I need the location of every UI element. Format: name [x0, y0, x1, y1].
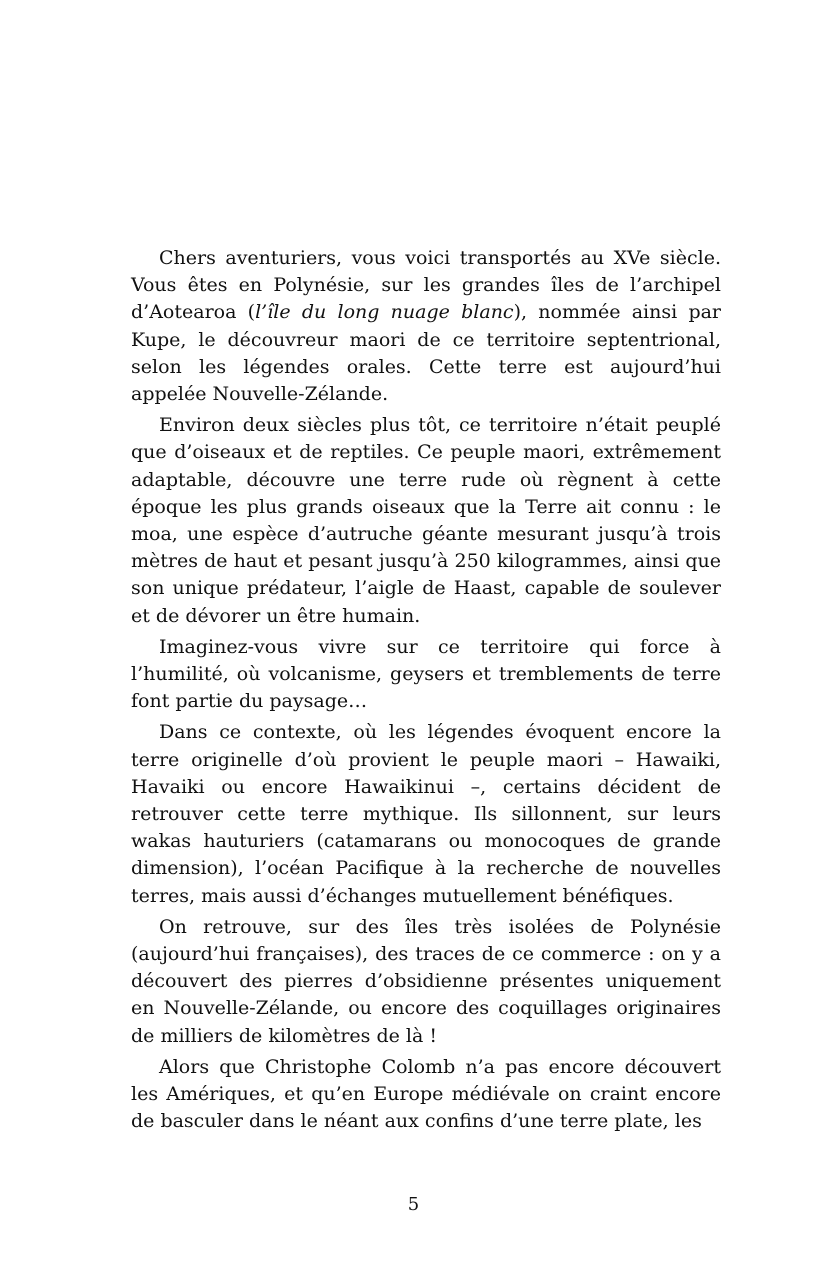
- paragraph-4: Dans ce contexte, où les légendes évoquent encore la terre originelle d’où provient le peuple maori – Hawaiki, Havaiki ou encore Hawaikinui –, certains décident de retrouver cette terre mythique. Ils sillonnent, sur leurs wakas hauturiers (catamarans ou monocoques de grande dimension), l’océan Pacifique à la recherche de nouvelles terres, mais aussi d’échanges mutuellement bénéfiques.: [131, 721, 721, 907]
- paragraph-1: [131, 245, 721, 408]
- paragraph-3: Imaginez-vous vivre sur ce territoire qui force à l’humilité, où volcanisme, geysers et tremblements de terre font partie du paysage…: [131, 635, 721, 713]
- paragraph-6: Alors que Christophe Colomb n’a pas encore découvert les Amériques, et qu’en Europe médiévale on craint encore de basculer dans le néant aux confins d’une terre plate, les: [131, 1055, 721, 1133]
- page-number: 5: [407, 1194, 420, 1215]
- paragraph-1-part-2: ), nommée ainsi par Kupe, le découvreur maori de ce territoire septentrional, selon les légendes orales. Cette terre est aujourd’hui appelée Nouvelle-Zélande.: [131, 301, 722, 406]
- paragraph-1-italic: l’île du long nuage blanc: [255, 301, 514, 324]
- paragraph-5: On retrouve, sur des îles très isolées de Polynésie (aujourd’hui françaises), des traces de ce commerce : on y a découvert des pierres d’obsidienne présentes uniquement en Nouvelle-Zélande, ou encore des coquillages originaires de milliers de kilomètres de là !: [131, 915, 721, 1047]
- body-text: [131, 245, 721, 1136]
- paragraph-2: Environ deux siècles plus tôt, ce territoire n’était peuplé que d’oiseaux et de reptiles. Ce peuple maori, extrêmement adaptable, découvre une terre rude où règnent à cette époque les plus grands oiseaux que la Terre ait connu : le moa, une espèce d’autruche géante mesurant jusqu’à trois mètres de haut et pesant jusqu’à 250 kilogrammes, ainsi que son unique prédateur, l’aigle de Haast, capable de soulever et de dévorer un être humain.: [131, 414, 721, 627]
- paragraph-1-part-1: Chers aventuriers, vous voici transportés au XVe siècle. Vous êtes en Polynésie, sur les grandes îles de l’archipel d’Aotearoa (: [131, 247, 721, 324]
